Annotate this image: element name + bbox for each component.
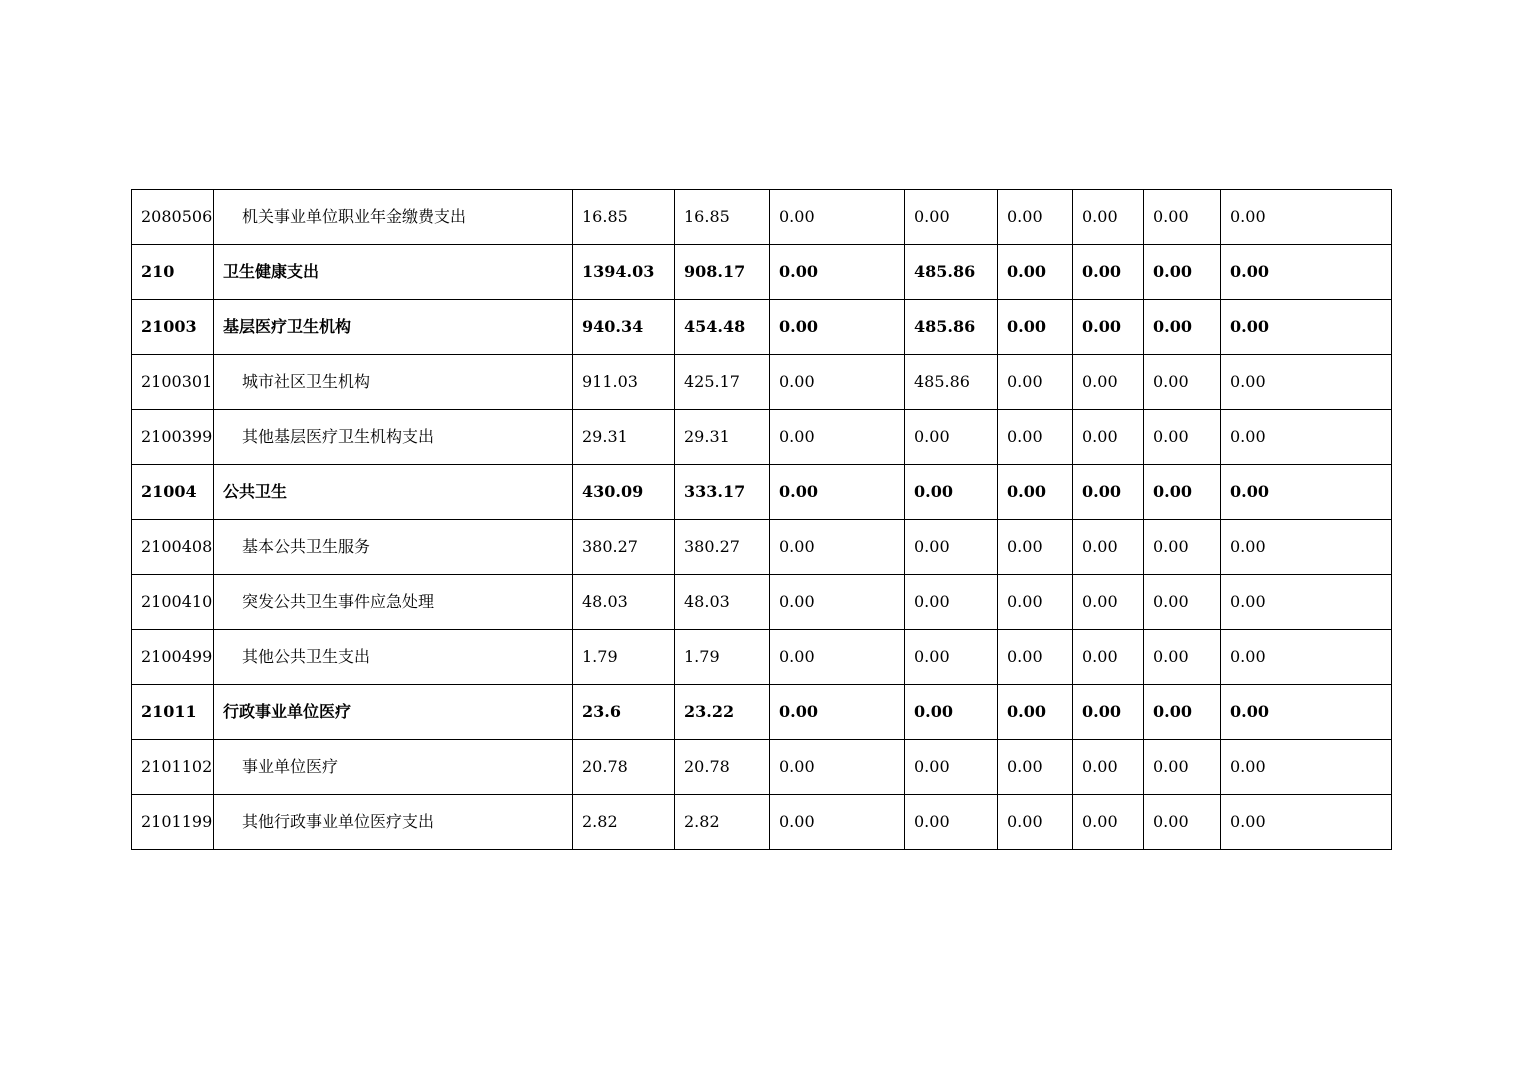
project-value-5-cell: 0.00 — [1144, 410, 1221, 465]
project-value-3-cell: 0.00 — [998, 740, 1073, 795]
project-value-2-cell: 0.00 — [905, 410, 998, 465]
table-row — [132, 630, 1392, 685]
project-value-3-cell: 0.00 — [998, 630, 1073, 685]
total-value-cell: 2.82 — [573, 795, 675, 850]
table-row — [132, 355, 1392, 410]
project-value-4-cell: 0.00 — [1073, 190, 1144, 245]
project-value-6-cell: 0.00 — [1221, 630, 1392, 685]
subject-code-cell: 2100410 — [132, 575, 214, 630]
project-value-1-cell: 0.00 — [770, 355, 905, 410]
project-value-5-cell: 0.00 — [1144, 575, 1221, 630]
project-value-6-cell: 0.00 — [1221, 245, 1392, 300]
project-value-1-cell: 0.00 — [770, 685, 905, 740]
total-value-cell: 29.31 — [573, 410, 675, 465]
table-row — [132, 685, 1392, 740]
subject-name-cell: 其他基层医疗卫生机构支出 — [214, 410, 573, 465]
project-value-2-cell: 0.00 — [905, 740, 998, 795]
basic-expenditure-value-cell: 454.48 — [675, 300, 770, 355]
table-body — [132, 190, 1392, 850]
project-value-2-cell: 0.00 — [905, 575, 998, 630]
basic-expenditure-value-cell: 20.78 — [675, 740, 770, 795]
project-value-4-cell: 0.00 — [1073, 465, 1144, 520]
table-row — [132, 575, 1392, 630]
project-value-2-cell: 0.00 — [905, 795, 998, 850]
project-value-4-cell: 0.00 — [1073, 300, 1144, 355]
subject-code-cell: 21011 — [132, 685, 214, 740]
subject-code-cell: 2100499 — [132, 630, 214, 685]
project-value-6-cell: 0.00 — [1221, 520, 1392, 575]
project-value-6-cell: 0.00 — [1221, 575, 1392, 630]
subject-code-cell: 210 — [132, 245, 214, 300]
subject-name-cell: 城市社区卫生机构 — [214, 355, 573, 410]
total-value-cell: 430.09 — [573, 465, 675, 520]
project-value-2-cell: 0.00 — [905, 630, 998, 685]
basic-expenditure-value-cell: 23.22 — [675, 685, 770, 740]
project-value-1-cell: 0.00 — [770, 520, 905, 575]
project-value-4-cell: 0.00 — [1073, 245, 1144, 300]
project-value-6-cell: 0.00 — [1221, 685, 1392, 740]
project-value-3-cell: 0.00 — [998, 685, 1073, 740]
basic-expenditure-value-cell: 2.82 — [675, 795, 770, 850]
budget-expenditure-table — [131, 189, 1392, 850]
subject-name-cell: 公共卫生 — [214, 465, 573, 520]
project-value-4-cell: 0.00 — [1073, 410, 1144, 465]
project-value-3-cell: 0.00 — [998, 410, 1073, 465]
project-value-5-cell: 0.00 — [1144, 245, 1221, 300]
project-value-1-cell: 0.00 — [770, 575, 905, 630]
subject-code-cell: 2101102 — [132, 740, 214, 795]
project-value-3-cell: 0.00 — [998, 520, 1073, 575]
basic-expenditure-value-cell: 380.27 — [675, 520, 770, 575]
total-value-cell: 48.03 — [573, 575, 675, 630]
project-value-3-cell: 0.00 — [998, 355, 1073, 410]
project-value-3-cell: 0.00 — [998, 795, 1073, 850]
project-value-3-cell: 0.00 — [998, 465, 1073, 520]
project-value-2-cell: 0.00 — [905, 685, 998, 740]
table-row — [132, 520, 1392, 575]
project-value-2-cell: 485.86 — [905, 300, 998, 355]
table-row — [132, 300, 1392, 355]
project-value-4-cell: 0.00 — [1073, 355, 1144, 410]
basic-expenditure-value-cell: 1.79 — [675, 630, 770, 685]
subject-code-cell: 2080506 — [132, 190, 214, 245]
project-value-5-cell: 0.00 — [1144, 795, 1221, 850]
total-value-cell: 16.85 — [573, 190, 675, 245]
total-value-cell: 20.78 — [573, 740, 675, 795]
total-value-cell: 911.03 — [573, 355, 675, 410]
project-value-6-cell: 0.00 — [1221, 300, 1392, 355]
project-value-6-cell: 0.00 — [1221, 465, 1392, 520]
project-value-5-cell: 0.00 — [1144, 630, 1221, 685]
project-value-1-cell: 0.00 — [770, 190, 905, 245]
project-value-1-cell: 0.00 — [770, 300, 905, 355]
basic-expenditure-value-cell: 29.31 — [675, 410, 770, 465]
subject-name-cell: 卫生健康支出 — [214, 245, 573, 300]
project-value-4-cell: 0.00 — [1073, 630, 1144, 685]
subject-name-cell: 基层医疗卫生机构 — [214, 300, 573, 355]
table-row — [132, 740, 1392, 795]
project-value-1-cell: 0.00 — [770, 795, 905, 850]
project-value-1-cell: 0.00 — [770, 245, 905, 300]
subject-name-cell: 行政事业单位医疗 — [214, 685, 573, 740]
basic-expenditure-value-cell: 425.17 — [675, 355, 770, 410]
table-row — [132, 795, 1392, 850]
project-value-4-cell: 0.00 — [1073, 795, 1144, 850]
table-row — [132, 465, 1392, 520]
project-value-5-cell: 0.00 — [1144, 355, 1221, 410]
project-value-5-cell: 0.00 — [1144, 300, 1221, 355]
project-value-4-cell: 0.00 — [1073, 575, 1144, 630]
project-value-2-cell: 485.86 — [905, 355, 998, 410]
project-value-2-cell: 0.00 — [905, 190, 998, 245]
project-value-3-cell: 0.00 — [998, 575, 1073, 630]
total-value-cell: 23.6 — [573, 685, 675, 740]
project-value-4-cell: 0.00 — [1073, 740, 1144, 795]
basic-expenditure-value-cell: 16.85 — [675, 190, 770, 245]
subject-code-cell: 21003 — [132, 300, 214, 355]
project-value-1-cell: 0.00 — [770, 465, 905, 520]
subject-name-cell: 其他行政事业单位医疗支出 — [214, 795, 573, 850]
project-value-6-cell: 0.00 — [1221, 740, 1392, 795]
subject-name-cell: 基本公共卫生服务 — [214, 520, 573, 575]
total-value-cell: 1394.03 — [573, 245, 675, 300]
project-value-3-cell: 0.00 — [998, 300, 1073, 355]
basic-expenditure-value-cell: 48.03 — [675, 575, 770, 630]
subject-name-cell: 事业单位医疗 — [214, 740, 573, 795]
total-value-cell: 1.79 — [573, 630, 675, 685]
subject-code-cell: 2100408 — [132, 520, 214, 575]
project-value-5-cell: 0.00 — [1144, 465, 1221, 520]
subject-name-cell: 其他公共卫生支出 — [214, 630, 573, 685]
table-row — [132, 190, 1392, 245]
project-value-4-cell: 0.00 — [1073, 685, 1144, 740]
subject-code-cell: 21004 — [132, 465, 214, 520]
project-value-1-cell: 0.00 — [770, 630, 905, 685]
project-value-6-cell: 0.00 — [1221, 355, 1392, 410]
basic-expenditure-value-cell: 908.17 — [675, 245, 770, 300]
project-value-2-cell: 485.86 — [905, 245, 998, 300]
subject-name-cell: 突发公共卫生事件应急处理 — [214, 575, 573, 630]
project-value-6-cell: 0.00 — [1221, 795, 1392, 850]
project-value-5-cell: 0.00 — [1144, 685, 1221, 740]
project-value-4-cell: 0.00 — [1073, 520, 1144, 575]
project-value-5-cell: 0.00 — [1144, 190, 1221, 245]
subject-code-cell: 2101199 — [132, 795, 214, 850]
project-value-3-cell: 0.00 — [998, 190, 1073, 245]
project-value-3-cell: 0.00 — [998, 245, 1073, 300]
project-value-5-cell: 0.00 — [1144, 740, 1221, 795]
subject-code-cell: 2100301 — [132, 355, 214, 410]
table-row — [132, 245, 1392, 300]
project-value-1-cell: 0.00 — [770, 740, 905, 795]
project-value-2-cell: 0.00 — [905, 520, 998, 575]
basic-expenditure-value-cell: 333.17 — [675, 465, 770, 520]
project-value-2-cell: 0.00 — [905, 465, 998, 520]
total-value-cell: 940.34 — [573, 300, 675, 355]
project-value-1-cell: 0.00 — [770, 410, 905, 465]
project-value-5-cell: 0.00 — [1144, 520, 1221, 575]
table-row — [132, 410, 1392, 465]
project-value-6-cell: 0.00 — [1221, 410, 1392, 465]
subject-name-cell: 机关事业单位职业年金缴费支出 — [214, 190, 573, 245]
project-value-6-cell: 0.00 — [1221, 190, 1392, 245]
total-value-cell: 380.27 — [573, 520, 675, 575]
subject-code-cell: 2100399 — [132, 410, 214, 465]
